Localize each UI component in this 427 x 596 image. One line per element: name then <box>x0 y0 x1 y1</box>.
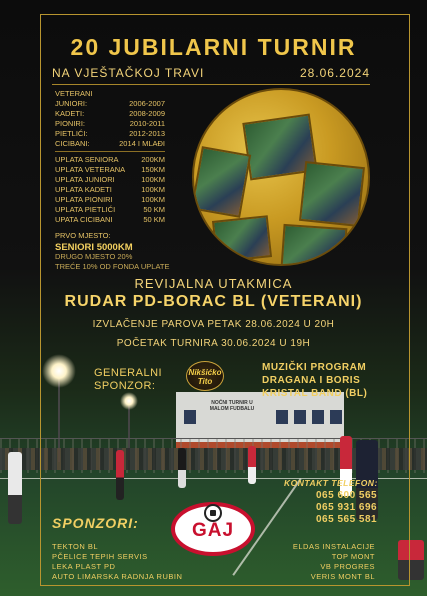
sponsor-right: VERIS MONT BL <box>310 572 375 581</box>
fee-row: UPLATA VETERANA 150KM <box>55 165 165 174</box>
fee-row: UPLATA PIONIRI 100KM <box>55 195 165 204</box>
category-row: KADETI: 2008-2009 <box>55 109 165 118</box>
hall-sign: NOĆNI TURNIR U MALOM FUDBALU <box>209 400 255 412</box>
beer-logo: Nikšićko Tito <box>186 361 224 391</box>
exhibition-label: REVIJALNA UTAKMICA <box>134 276 293 291</box>
fee-row: UPLATA PIETLIĆI 50 KM <box>55 205 165 214</box>
fee-row: UPATA CICIBANI 50 KM <box>55 215 165 224</box>
category-row: CICIBANI: 2014 I MLAĐI <box>55 139 165 148</box>
tournament-date: 28.06.2024 <box>299 66 370 80</box>
phone-number[interactable]: 065 931 696 <box>316 502 378 513</box>
sponsor-left: PČELICE TEPIH SERVIS <box>52 552 148 561</box>
surface-text: NA VJEŠTAČKOJ TRAVI <box>52 66 205 80</box>
category-row: PIETLIĆI: 2012-2013 <box>55 129 165 138</box>
subtitle-row <box>52 66 370 82</box>
fee-row: UPLATA JUNIORI 100KM <box>55 175 165 184</box>
fee-row: UPLATA KADETI 100KM <box>55 185 165 194</box>
player <box>8 452 22 524</box>
general-sponsor-label: GENERALNI SPONZOR: <box>94 367 163 392</box>
first-place-label: PRVO MJESTO: <box>55 231 111 240</box>
poster-title: 20 JUBILARNI TURNIR <box>70 34 357 60</box>
first-place-prize: SENIORI 5000KM <box>55 242 133 253</box>
draw-info: IZVLAČENJE PAROVA PETAK 28.06.2024 U 20H <box>92 319 335 330</box>
gaj-logo: GAJ <box>171 502 255 556</box>
divider <box>55 151 165 152</box>
photo-patch <box>299 161 365 227</box>
sponsor-left: TEKTON BL <box>52 542 99 551</box>
sponsor-right: VB PROGRES <box>320 562 375 571</box>
music-program: MUZIČKI PROGRAM DRAGANA I BORIS KRISTAL BAND (BL) <box>262 362 368 399</box>
fee-row: UPLATA SENIORA 200KM <box>55 155 165 164</box>
sponsor-right: TOP MONT <box>331 552 375 561</box>
football-collage <box>192 88 370 266</box>
sponsor-right: ELDAS INSTALACIJE <box>292 542 375 551</box>
sponsors-label: SPONZORI: <box>52 515 139 531</box>
photo-patch <box>281 224 348 266</box>
divider <box>52 84 370 85</box>
start-info: POČETAK TURNIRA 30.06.2024 U 19H <box>116 338 311 349</box>
exhibition-match: RUDAR PD-BORAC BL (VETERANI) <box>64 293 363 310</box>
category-row: PIONIRI: 2010-2011 <box>55 119 165 128</box>
sponsor-left: LEKA PLAST PD <box>52 562 116 571</box>
categories-table <box>55 89 165 225</box>
sponsor-left: AUTO LIMARSKA RADNJA RUBIN <box>52 572 183 581</box>
photo-patch <box>192 146 251 218</box>
category-row: JUNIORI: 2006-2007 <box>55 99 165 108</box>
contact-label: KONTAKT TELEFON: <box>284 478 378 488</box>
category-row: VETERANI <box>55 89 93 98</box>
photo-patch <box>212 215 272 263</box>
phone-number[interactable]: 065 565 581 <box>316 514 378 525</box>
phone-number[interactable]: 065 600 565 <box>316 490 378 501</box>
third-place-prize: TREĆE 10% OD FONDA UPLATE <box>55 262 170 271</box>
second-place-prize: DRUGO MJESTO 20% <box>55 252 133 261</box>
